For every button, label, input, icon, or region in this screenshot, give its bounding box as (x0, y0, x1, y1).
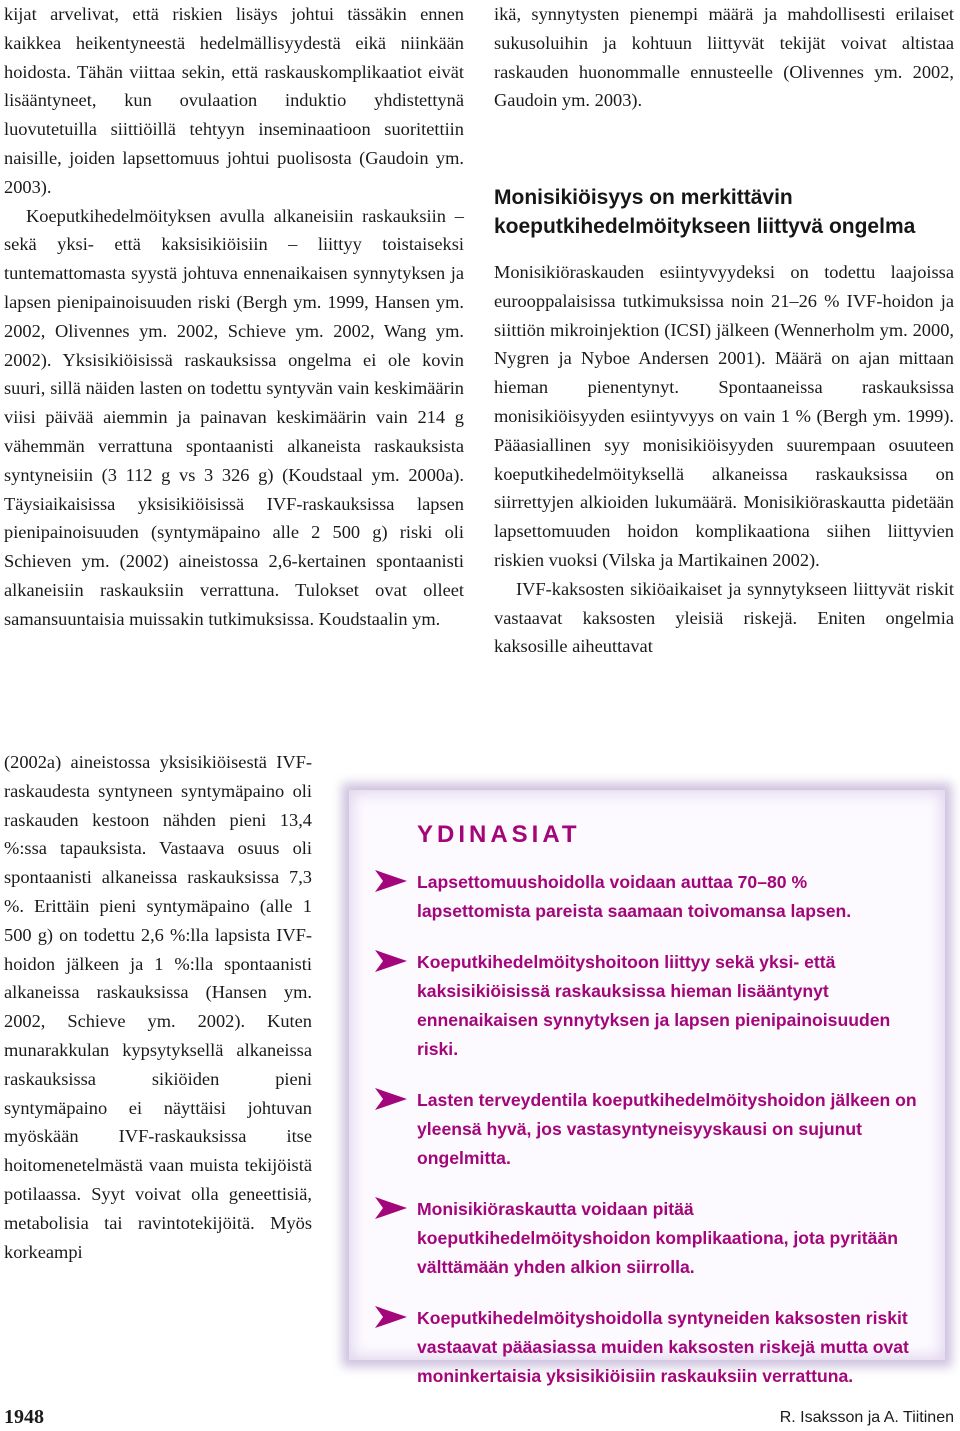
arrowhead-bullet-icon (375, 868, 417, 892)
right-column-paragraph-2: IVF-kaksosten sikiöaikaiset ja synnytykseen liittyvät riskit vastaavat kaksosten yleisiä riskejä. Eniten ongelmia kaksosille aiheuttavat (494, 578, 954, 657)
key-point-item (375, 948, 917, 1064)
left-column-paragraph-main: Koeputkihedelmöityksen avulla alkaneisiin raskauksiin – sekä yksi- että kaksisikiöisiin – liittyy toistaiseksi tuntemattomasta syystä johtuva ennenaikaisen synnytyksen ja lapsen pienipainoisuuden riski (Bergh ym. 1999, Hansen ym. 2002, Olivennes ym. 2002, Schieve ym. 2002, Wang ym. 2002). Yksisikiöisissä raskauksissa ongelma ei ole kovin suuri, sillä näiden lasten on todettu syntyvän vain keskimäärin viisi päivää aiemmin ja painavan keskimäärin vain 214 g vähemmän verrattuna spontaanisti alkaneista raskauksista syntyneisiin (3 112 g vs 3 326 g) (Koudstaal ym. 2000a). Täysiaikaisissa yksisikiöisissä IVF-raskauksissa lapsen pienipainoisuuden (syntymäpaino alle 2 500 g) riski oli Schieven ym. (2002) aineistossa 2,6-kertainen spontaanisti alkaneisiin raskauksiin verrattuna. Tulokset ovat olleet samansuuntaisia muissakin tutkimuksissa. Koudstaalin ym. (4, 205, 464, 629)
key-point-text: Lapsettomuushoidolla voidaan auttaa 70–80 % lapsettomista pareista saamaan toivomansa lapsen. (417, 872, 852, 921)
left-column (4, 0, 464, 634)
page-number: 1948 (4, 1406, 44, 1428)
key-point-item (375, 1086, 917, 1173)
section-heading: Monisikiöisyys on merkittävin koeputkihedelmöitykseen liittyvä ongelma (494, 186, 916, 238)
arrowhead-bullet-icon (375, 948, 417, 972)
left-column-paragraph-narrow: (2002a) aineistossa yksisikiöisestä IVF-raskaudesta syntyneen syntymäpaino oli raskauden kestoon nähden pieni 13,4 %:ssa tapauksista. Vastaava osuus oli spontaanisti alkaneissa raskauksissa 7,3 %. Erittäin pieni syntymäpaino (alle 1 500 g) on todettu 2,6 %:lla lapsista IVF-hoidon jälkeen ja 1 %:lla spontaanisti alkaneissa raskauksissa (Hansen ym. 2002, Schieve ym. 2002). Kuten munarakkulan kypsytyksellä alkaneissa raskauksissa sikiöiden pieni syntymäpaino ei näyttäisi johtuvan myöskään IVF-raskauksissa itse hoitomenetelmästä vaan muista tekijöistä potilaassa. Syyt voivat olla geneettisiä, metabolisia tai ravintotekijöitä. Myös korkeampi (4, 752, 312, 1262)
left-column-narrow (4, 748, 312, 1266)
left-column-paragraph-intro: kijat arvelivat, että riskien lisäys johtui tässäkin ennen kaikkea heikentyneestä hedelmällisyydestä eikä niinkään hoidosta. Tähän viittaa sekin, että raskauskomplikaatiot eivät lisääntyneet, kun ovulaation induktio yhdistettynä luovutetuilla siittiöillä tehtyyn inseminaatioon suoritettiin naisille, joiden lapsettomuus johtui puolisosta (Gaudoin ym. 2003). (4, 4, 464, 197)
key-point-text: Monisikiöraskautta voidaan pitää koeputkihedelmöityshoidon komplikaationa, jota pyritään välttämään yhden alkion siirrolla. (417, 1199, 898, 1277)
key-point-text: Lasten terveydentila koeputkihedelmöityshoidon jälkeen on yleensä hyvä, jos vastasyntyneisyyskausi on sujunut ongelmitta. (417, 1090, 917, 1168)
right-column (494, 0, 954, 115)
key-points-box (349, 790, 945, 1386)
key-point-item (375, 868, 917, 926)
key-point-text: Koeputkihedelmöityshoitoon liittyy sekä yksi- että kaksisikiöisissä raskauksissa hieman lisääntynyt ennenaikaisen synnytyksen ja lapsen pienipainoisuuden riski. (417, 952, 891, 1059)
key-points-title: YDINASIAT (417, 821, 581, 848)
arrowhead-bullet-icon (375, 1195, 417, 1219)
arrowhead-bullet-icon (375, 1304, 417, 1328)
right-column-paragraph-top: ikä, synnytysten pienempi määrä ja mahdollisesti erilaiset sukusoluihin ja kohtuun liittyvät tekijät voivat altistaa raskauden huonommalle ennusteelle (Olivennes ym. 2002, Gaudoin ym. 2003). (494, 4, 954, 111)
running-footer-authors: R. Isaksson ja A. Tiitinen (779, 1409, 954, 1426)
right-column-paragraph-1: Monisikiöraskauden esiintyvyydeksi on todettu laajoissa eurooppalaisissa tutkimuksissa noin 21–26 % IVF-hoidon ja siittiön mikroinjektion (ICSI) jälkeen (Wennerholm ym. 2000, Nygren ja Nyboe Andersen 2001). Määrä on ajan mittaan hieman pienentynyt. Spontaaneissa raskauksissa monisikiöisyyden esiintyvyys on vain 1 % (Bergh ym. 1999). Pääasiallinen syy monisikiöisyyden suurempaan osuuteen koeputkihedelmöityksellä alkaneissa raskauksissa on siirrettyjen alkioiden lukumäärä. Monisikiöraskautta pidetään lapsettomuuden hoidon komplikaationa siihen liittyvien riskien vuoksi (Vilska ja Martikainen 2002). (494, 262, 954, 570)
key-point-item (375, 1304, 917, 1391)
arrowhead-bullet-icon (375, 1086, 417, 1110)
right-column-lower (494, 258, 954, 661)
key-point-text: Koeputkihedelmöityshoidolla syntyneiden kaksosten riskit vastaavat pääasiassa muiden kaksosten riskejä mutta ovat moninkertaisia yksisikiöisiin raskauksiin verrattuna. (417, 1308, 909, 1386)
key-point-item (375, 1195, 917, 1282)
